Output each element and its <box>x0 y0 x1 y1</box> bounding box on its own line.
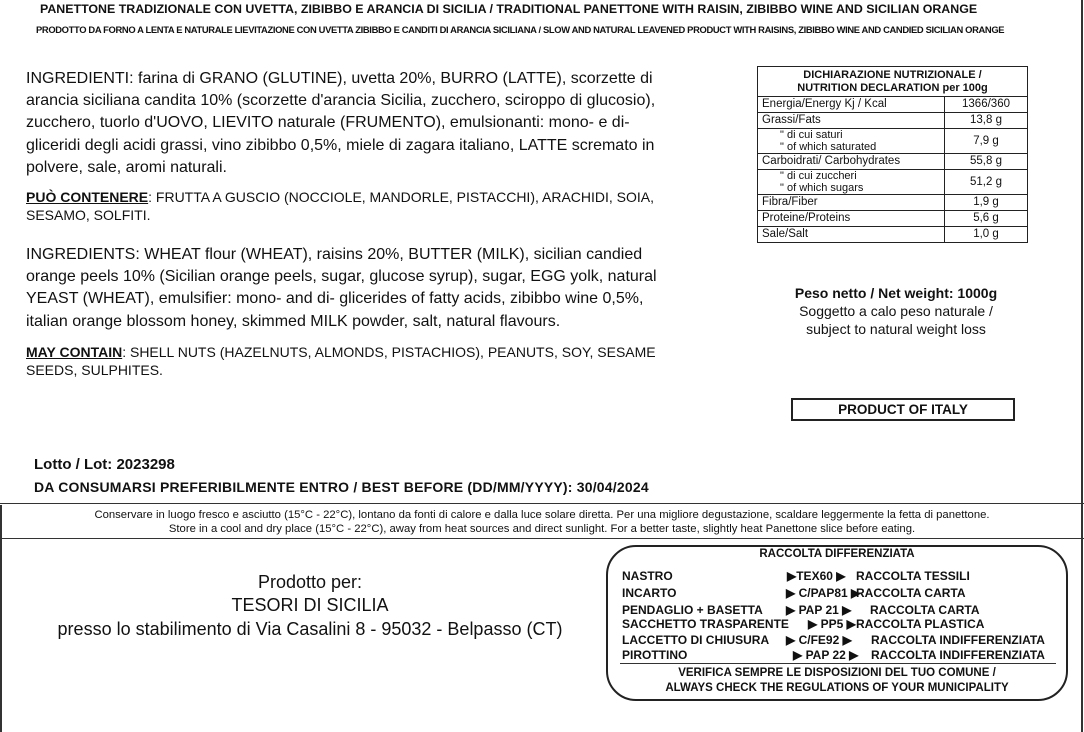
recycling-part: SACCHETTO TRASPARENTE <box>622 617 789 631</box>
best-before: DA CONSUMARSI PREFERIBILMENTE ENTRO / BEST BEFORE (DD/MM/YYYY): 30/04/2024 <box>34 479 649 495</box>
nutrition-value: 1366/360 <box>945 97 1028 113</box>
nutrition-label <box>758 170 945 195</box>
nutrition-label: Proteine/Proteins <box>758 211 945 227</box>
ingredients-it-line: polvere, sale, aromi naturali. <box>26 158 227 176</box>
nutrition-label: Fibra/Fiber <box>758 195 945 211</box>
nutrition-row <box>758 113 1028 129</box>
recycling-dest: RACCOLTA PLASTICA <box>856 617 985 631</box>
nutrition-value: 7,9 g <box>945 129 1028 154</box>
may-contain-it-text: SESAMO, SOLFITI. <box>26 207 151 223</box>
recycling-code: ▶ PAP 22 ▶ <box>793 648 859 662</box>
recycling-part: LACCETTO DI CHIUSURA <box>622 633 770 647</box>
may-contain-english <box>26 343 656 379</box>
storage-en: Store in a cool and dry place (15°C - 22°C), away from heat sources and direct sunlight. For a better taste, slightly heat Panettone slice before eating. <box>168 523 916 535</box>
nutrition-value: 1,0 g <box>945 227 1028 243</box>
nutrition-value: 51,2 g <box>945 170 1028 195</box>
recycling-code: ▶ PAP 21 ▶ <box>786 603 852 617</box>
recycling-part: PENDAGLIO + BASETTA <box>622 603 763 617</box>
recycling-divider <box>620 663 1056 664</box>
nutrition-label: Carboidrati/ Carbohydrates <box>758 154 945 170</box>
recycling-footer: ALWAYS CHECK THE REGULATIONS OF YOUR MUNICIPALITY <box>665 682 1009 694</box>
nutrition-value: 13,8 g <box>945 113 1028 129</box>
ingredients-en-line: INGREDIENTS: WHEAT flour (WHEAT), raisins 20%, BUTTER (MILK), sicilian candied <box>26 246 643 263</box>
nutrition-header <box>758 67 1028 97</box>
may-contain-it-text: : FRUTTA A GUSCIO (NOCCIOLE, MANDORLE, PISTACCHI), ARACHIDI, SOIA, <box>148 189 655 205</box>
producer-address: presso lo stabilimento di Via Casalini 8 - 95032 - Belpasso (CT) <box>57 619 563 639</box>
ingredients-it-line: gliceridi degli acidi grassi, vino zibibbo 0,5%, miele di zagara italiano, LATTE scremato in <box>26 136 655 154</box>
ingredients-it-line: zucchero, tuorlo d'UOVO, LIEVITO naturale (FRUMENTO), emulsionanti: mono- e di- <box>26 114 630 132</box>
origin-box: PRODUCT OF ITALY <box>791 398 1015 421</box>
nutrition-row <box>758 195 1028 211</box>
nutrition-sublabel: " di cui saturi <box>780 129 843 141</box>
recycling-part: NASTRO <box>622 569 673 583</box>
recycling-dest: RACCOLTA INDIFFERENZIATA <box>871 648 1045 662</box>
nutrition-header-line: NUTRITION DECLARATION per 100g <box>797 81 988 94</box>
nutrition-value: 5,6 g <box>945 211 1028 227</box>
lot-number: Lotto / Lot: 2023298 <box>34 456 175 473</box>
net-weight: Peso netto / Net weight: 1000g <box>794 285 998 301</box>
ingredients-en-line: italian orange blossom honey, skimmed MILK powder, salt, natural flavours. <box>26 312 561 330</box>
nutrition-row <box>758 227 1028 243</box>
recycling-code: ▶ C/PAP81 ▶ <box>786 586 861 600</box>
nutrition-header-line: DICHIARAZIONE NUTRIZIONALE / <box>803 69 982 81</box>
may-contain-it-label: PUÒ CONTENERE <box>26 189 149 205</box>
nutrition-label: Grassi/Fats <box>758 113 945 129</box>
storage-it: Conservare in luogo fresco e asciutto (15°C - 22°C), lontano da fonti di calore e dalla luce solare diretta. Per una migliore degustazione, scaldare leggermente la fetta di panettone. <box>94 509 990 521</box>
product-subtitle: PRODOTTO DA FORNO A LENTA E NATURALE LIEVITAZIONE CON UVETTA ZIBIBBO E CANDITI DI ARANCIA SICILIANA / SLOW AND NATURAL LEAVENED PRODUCT WITH RAISINS, ZIBIBBO WINE AND CANDIED SICILIAN ORANGE <box>36 24 1005 35</box>
recycling-dest: RACCOLTA CARTA <box>870 603 980 617</box>
nutrition-label: Sale/Salt <box>758 227 945 243</box>
nutrition-row <box>758 211 1028 227</box>
nutrition-sublabel: " of which sugars <box>780 182 864 194</box>
may-contain-en-label: MAY CONTAIN <box>26 344 123 360</box>
ingredients-english <box>26 244 657 333</box>
recycling-title: RACCOLTA DIFFERENZIATA <box>759 548 915 560</box>
weight-note: Soggetto a calo peso naturale / <box>799 303 993 319</box>
divider-bottom <box>0 538 1084 539</box>
nutrition-row <box>758 154 1028 170</box>
recycling-code: ▶TEX60 ▶ <box>787 569 846 583</box>
ingredients-en-line: orange peels 10% (Sicilian orange peels, sugar, glucose syrup), sugar, EGG yolk, natural <box>26 268 657 286</box>
nutrition-row <box>758 97 1028 113</box>
may-contain-en-text: : SHELL NUTS (HAZELNUTS, ALMONDS, PISTACHIOS), PEANUTS, SOY, SESAME <box>122 344 656 360</box>
may-contain-italian <box>26 188 654 224</box>
ingredients-it-line: INGREDIENTI: farina di GRANO (GLUTINE), uvetta 20%, BURRO (LATTE), scorzette di <box>26 70 653 87</box>
recycling-part: PIROTTINO <box>622 648 688 662</box>
recycling-dest: RACCOLTA TESSILI <box>856 569 970 583</box>
nutrition-value: 55,8 g <box>945 154 1028 170</box>
producer-label: Prodotto per: <box>257 572 363 592</box>
nutrition-label <box>758 129 945 154</box>
product-title: PANETTONE TRADIZIONALE CON UVETTA, ZIBIBBO E ARANCIA DI SICILIA / TRADITIONAL PANETTONE WITH RAISIN, ZIBIBBO WINE AND SICILIAN ORANGE <box>40 2 978 16</box>
producer-name: TESORI DI SICILIA <box>231 595 389 615</box>
weight-note: subject to natural weight loss <box>806 321 986 337</box>
left-border <box>0 505 2 732</box>
divider-top <box>0 503 1084 504</box>
nutrition-table <box>757 66 1028 243</box>
right-border <box>1081 0 1083 732</box>
recycling-dest: RACCOLTA INDIFFERENZIATA <box>871 633 1045 647</box>
nutrition-row <box>758 170 1028 195</box>
recycling-code: ▶ C/FE92 ▶ <box>786 633 852 647</box>
nutrition-sublabel: " of which saturated <box>780 141 877 153</box>
nutrition-sublabel: " di cui zuccheri <box>780 170 857 182</box>
nutrition-row <box>758 129 1028 154</box>
recycling-footer: VERIFICA SEMPRE LE DISPOSIZIONI DEL TUO COMUNE / <box>678 667 996 679</box>
ingredients-en-line: YEAST (WHEAT), emulsifier: mono- and di- glicerides of fatty acids, zibibbo wine 0,5%, <box>26 290 644 308</box>
recycling-dest: RACCOLTA CARTA <box>856 586 966 600</box>
recycling-part: INCARTO <box>622 586 677 600</box>
recycling-code: ▶ PP5 ▶ <box>808 617 856 631</box>
ingredients-it-line: arancia siciliana candita 10% (scorzette d'arancia Sicilia, zucchero, sciroppo di glucosio), <box>26 92 656 110</box>
may-contain-en-text: SEEDS, SULPHITES. <box>26 362 163 378</box>
nutrition-value: 1,9 g <box>945 195 1028 211</box>
ingredients-italian <box>26 68 655 179</box>
nutrition-label: Energia/Energy Kj / Kcal <box>758 97 945 113</box>
